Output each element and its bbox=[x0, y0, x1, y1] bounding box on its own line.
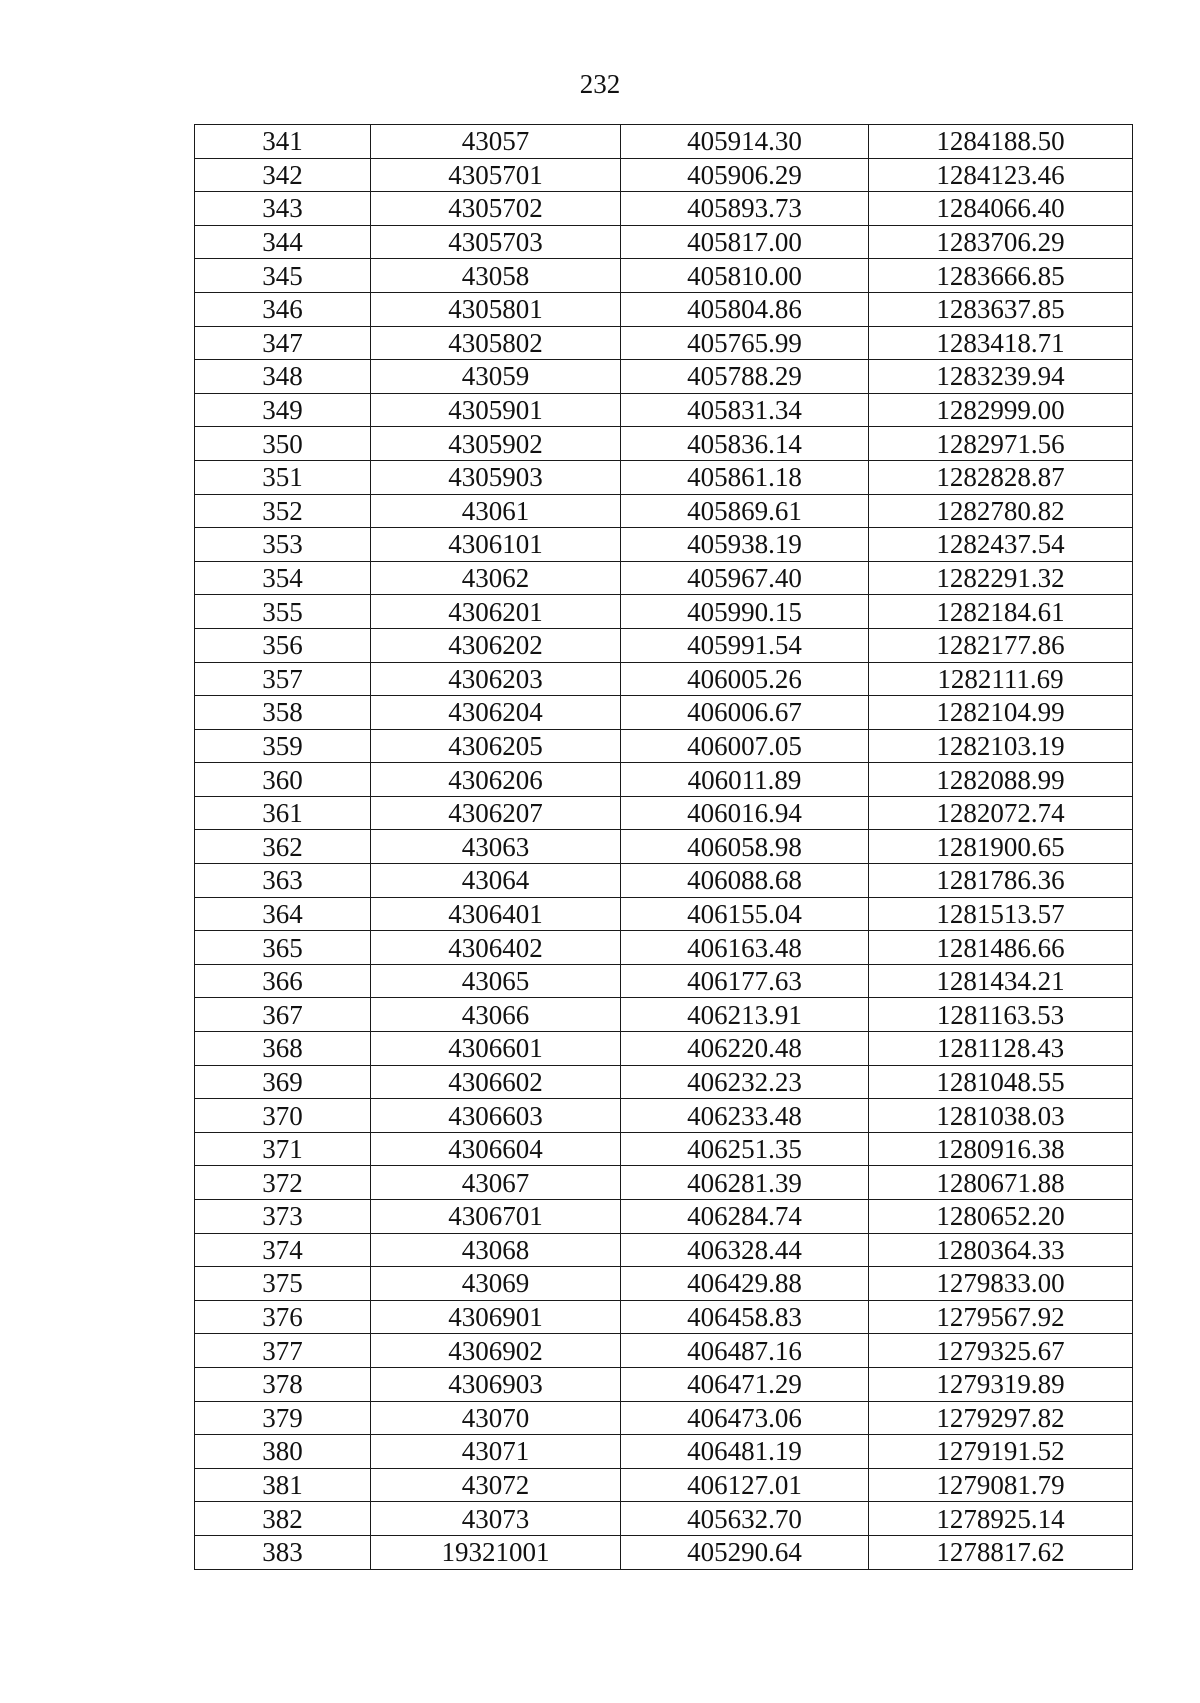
point-id-cell: 43059 bbox=[371, 360, 621, 394]
y-coordinate-cell: 1284066.40 bbox=[869, 192, 1133, 226]
point-number-cell: 346 bbox=[195, 292, 371, 326]
point-id-cell: 4306401 bbox=[371, 897, 621, 931]
y-coordinate-cell: 1279325.67 bbox=[869, 1334, 1133, 1368]
table-row bbox=[195, 931, 1133, 965]
y-coordinate-cell: 1279833.00 bbox=[869, 1267, 1133, 1301]
x-coordinate-cell: 406177.63 bbox=[621, 964, 869, 998]
point-id-cell: 4306601 bbox=[371, 1032, 621, 1066]
table-row bbox=[195, 1065, 1133, 1099]
y-coordinate-cell: 1283239.94 bbox=[869, 360, 1133, 394]
table-body bbox=[195, 125, 1133, 1570]
point-number-cell: 367 bbox=[195, 998, 371, 1032]
point-id-cell: 43062 bbox=[371, 561, 621, 595]
point-id-cell: 43068 bbox=[371, 1233, 621, 1267]
table-row bbox=[195, 1334, 1133, 1368]
table-row bbox=[195, 326, 1133, 360]
x-coordinate-cell: 405893.73 bbox=[621, 192, 869, 226]
point-number-cell: 375 bbox=[195, 1267, 371, 1301]
point-id-cell: 43071 bbox=[371, 1435, 621, 1469]
point-id-cell: 4306604 bbox=[371, 1132, 621, 1166]
point-id-cell: 4306402 bbox=[371, 931, 621, 965]
y-coordinate-cell: 1280652.20 bbox=[869, 1200, 1133, 1234]
table-row bbox=[195, 1267, 1133, 1301]
point-number-cell: 376 bbox=[195, 1300, 371, 1334]
point-number-cell: 360 bbox=[195, 763, 371, 797]
y-coordinate-cell: 1282103.19 bbox=[869, 729, 1133, 763]
x-coordinate-cell: 406328.44 bbox=[621, 1233, 869, 1267]
point-id-cell: 4305801 bbox=[371, 292, 621, 326]
y-coordinate-cell: 1282828.87 bbox=[869, 460, 1133, 494]
point-id-cell: 4306903 bbox=[371, 1367, 621, 1401]
point-id-cell: 4306207 bbox=[371, 796, 621, 830]
x-coordinate-cell: 406220.48 bbox=[621, 1032, 869, 1066]
point-number-cell: 361 bbox=[195, 796, 371, 830]
table-row bbox=[195, 393, 1133, 427]
x-coordinate-cell: 405906.29 bbox=[621, 158, 869, 192]
x-coordinate-cell: 405869.61 bbox=[621, 494, 869, 528]
x-coordinate-cell: 406155.04 bbox=[621, 897, 869, 931]
table-row bbox=[195, 427, 1133, 461]
y-coordinate-cell: 1282780.82 bbox=[869, 494, 1133, 528]
point-number-cell: 345 bbox=[195, 259, 371, 293]
x-coordinate-cell: 406213.91 bbox=[621, 998, 869, 1032]
x-coordinate-cell: 405991.54 bbox=[621, 628, 869, 662]
point-id-cell: 43057 bbox=[371, 125, 621, 159]
x-coordinate-cell: 405967.40 bbox=[621, 561, 869, 595]
table-row bbox=[195, 628, 1133, 662]
point-id-cell: 4306701 bbox=[371, 1200, 621, 1234]
point-id-cell: 4306205 bbox=[371, 729, 621, 763]
x-coordinate-cell: 406473.06 bbox=[621, 1401, 869, 1435]
point-number-cell: 341 bbox=[195, 125, 371, 159]
point-number-cell: 347 bbox=[195, 326, 371, 360]
table-row bbox=[195, 763, 1133, 797]
table-row bbox=[195, 1535, 1133, 1569]
y-coordinate-cell: 1279081.79 bbox=[869, 1468, 1133, 1502]
x-coordinate-cell: 406011.89 bbox=[621, 763, 869, 797]
point-number-cell: 344 bbox=[195, 225, 371, 259]
point-number-cell: 380 bbox=[195, 1435, 371, 1469]
x-coordinate-cell: 405810.00 bbox=[621, 259, 869, 293]
table-row bbox=[195, 1099, 1133, 1133]
x-coordinate-cell: 406458.83 bbox=[621, 1300, 869, 1334]
x-coordinate-cell: 406251.35 bbox=[621, 1132, 869, 1166]
x-coordinate-cell: 406058.98 bbox=[621, 830, 869, 864]
table-row bbox=[195, 1300, 1133, 1334]
point-id-cell: 43069 bbox=[371, 1267, 621, 1301]
point-id-cell: 4306101 bbox=[371, 528, 621, 562]
y-coordinate-cell: 1281486.66 bbox=[869, 931, 1133, 965]
x-coordinate-cell: 406127.01 bbox=[621, 1468, 869, 1502]
point-id-cell: 4306202 bbox=[371, 628, 621, 662]
point-id-cell: 43073 bbox=[371, 1502, 621, 1536]
x-coordinate-cell: 406471.29 bbox=[621, 1367, 869, 1401]
point-id-cell: 43066 bbox=[371, 998, 621, 1032]
x-coordinate-cell: 406088.68 bbox=[621, 864, 869, 898]
y-coordinate-cell: 1281128.43 bbox=[869, 1032, 1133, 1066]
x-coordinate-cell: 406429.88 bbox=[621, 1267, 869, 1301]
x-coordinate-cell: 406016.94 bbox=[621, 796, 869, 830]
table-row bbox=[195, 729, 1133, 763]
y-coordinate-cell: 1280671.88 bbox=[869, 1166, 1133, 1200]
point-number-cell: 364 bbox=[195, 897, 371, 931]
y-coordinate-cell: 1281038.03 bbox=[869, 1099, 1133, 1133]
x-coordinate-cell: 405817.00 bbox=[621, 225, 869, 259]
table-row bbox=[195, 561, 1133, 595]
point-number-cell: 378 bbox=[195, 1367, 371, 1401]
y-coordinate-cell: 1283637.85 bbox=[869, 292, 1133, 326]
x-coordinate-cell: 405861.18 bbox=[621, 460, 869, 494]
x-coordinate-cell: 405765.99 bbox=[621, 326, 869, 360]
point-number-cell: 348 bbox=[195, 360, 371, 394]
point-id-cell: 4306603 bbox=[371, 1099, 621, 1133]
y-coordinate-cell: 1280916.38 bbox=[869, 1132, 1133, 1166]
x-coordinate-cell: 406233.48 bbox=[621, 1099, 869, 1133]
coordinates-table bbox=[194, 124, 1133, 1570]
point-id-cell: 43065 bbox=[371, 964, 621, 998]
table-row bbox=[195, 360, 1133, 394]
x-coordinate-cell: 406487.16 bbox=[621, 1334, 869, 1368]
point-number-cell: 374 bbox=[195, 1233, 371, 1267]
point-id-cell: 4305703 bbox=[371, 225, 621, 259]
y-coordinate-cell: 1281786.36 bbox=[869, 864, 1133, 898]
table-row bbox=[195, 1435, 1133, 1469]
x-coordinate-cell: 406481.19 bbox=[621, 1435, 869, 1469]
point-number-cell: 370 bbox=[195, 1099, 371, 1133]
point-id-cell: 4306902 bbox=[371, 1334, 621, 1368]
point-id-cell: 4305903 bbox=[371, 460, 621, 494]
table-row bbox=[195, 460, 1133, 494]
y-coordinate-cell: 1284188.50 bbox=[869, 125, 1133, 159]
table-row bbox=[195, 292, 1133, 326]
table-row bbox=[195, 1200, 1133, 1234]
x-coordinate-cell: 405788.29 bbox=[621, 360, 869, 394]
x-coordinate-cell: 406163.48 bbox=[621, 931, 869, 965]
y-coordinate-cell: 1279319.89 bbox=[869, 1367, 1133, 1401]
point-id-cell: 4306602 bbox=[371, 1065, 621, 1099]
table-row bbox=[195, 864, 1133, 898]
y-coordinate-cell: 1283418.71 bbox=[869, 326, 1133, 360]
y-coordinate-cell: 1279191.52 bbox=[869, 1435, 1133, 1469]
y-coordinate-cell: 1282104.99 bbox=[869, 696, 1133, 730]
y-coordinate-cell: 1282177.86 bbox=[869, 628, 1133, 662]
table-row bbox=[195, 1401, 1133, 1435]
x-coordinate-cell: 406005.26 bbox=[621, 662, 869, 696]
point-id-cell: 43064 bbox=[371, 864, 621, 898]
table-row bbox=[195, 259, 1133, 293]
point-id-cell: 4306206 bbox=[371, 763, 621, 797]
point-number-cell: 377 bbox=[195, 1334, 371, 1368]
point-number-cell: 362 bbox=[195, 830, 371, 864]
point-number-cell: 352 bbox=[195, 494, 371, 528]
y-coordinate-cell: 1282072.74 bbox=[869, 796, 1133, 830]
y-coordinate-cell: 1282971.56 bbox=[869, 427, 1133, 461]
point-id-cell: 4305902 bbox=[371, 427, 621, 461]
table-row bbox=[195, 1166, 1133, 1200]
point-number-cell: 381 bbox=[195, 1468, 371, 1502]
x-coordinate-cell: 406284.74 bbox=[621, 1200, 869, 1234]
point-id-cell: 4306203 bbox=[371, 662, 621, 696]
y-coordinate-cell: 1283706.29 bbox=[869, 225, 1133, 259]
y-coordinate-cell: 1280364.33 bbox=[869, 1233, 1133, 1267]
y-coordinate-cell: 1278925.14 bbox=[869, 1502, 1133, 1536]
table-row bbox=[195, 225, 1133, 259]
y-coordinate-cell: 1282184.61 bbox=[869, 595, 1133, 629]
point-number-cell: 366 bbox=[195, 964, 371, 998]
table-row bbox=[195, 1468, 1133, 1502]
point-number-cell: 349 bbox=[195, 393, 371, 427]
table-row bbox=[195, 158, 1133, 192]
y-coordinate-cell: 1282291.32 bbox=[869, 561, 1133, 595]
point-number-cell: 371 bbox=[195, 1132, 371, 1166]
point-number-cell: 356 bbox=[195, 628, 371, 662]
x-coordinate-cell: 406232.23 bbox=[621, 1065, 869, 1099]
point-number-cell: 368 bbox=[195, 1032, 371, 1066]
point-number-cell: 365 bbox=[195, 931, 371, 965]
point-number-cell: 355 bbox=[195, 595, 371, 629]
y-coordinate-cell: 1281513.57 bbox=[869, 897, 1133, 931]
point-id-cell: 43063 bbox=[371, 830, 621, 864]
table-row bbox=[195, 696, 1133, 730]
table-row bbox=[195, 125, 1133, 159]
point-number-cell: 372 bbox=[195, 1166, 371, 1200]
point-number-cell: 342 bbox=[195, 158, 371, 192]
point-id-cell: 43072 bbox=[371, 1468, 621, 1502]
y-coordinate-cell: 1282999.00 bbox=[869, 393, 1133, 427]
y-coordinate-cell: 1282437.54 bbox=[869, 528, 1133, 562]
point-id-cell: 43067 bbox=[371, 1166, 621, 1200]
point-id-cell: 4306901 bbox=[371, 1300, 621, 1334]
point-id-cell: 4306204 bbox=[371, 696, 621, 730]
point-id-cell: 4305901 bbox=[371, 393, 621, 427]
y-coordinate-cell: 1282111.69 bbox=[869, 662, 1133, 696]
y-coordinate-cell: 1279567.92 bbox=[869, 1300, 1133, 1334]
y-coordinate-cell: 1281163.53 bbox=[869, 998, 1133, 1032]
y-coordinate-cell: 1281900.65 bbox=[869, 830, 1133, 864]
table-row bbox=[195, 1367, 1133, 1401]
point-number-cell: 379 bbox=[195, 1401, 371, 1435]
x-coordinate-cell: 405990.15 bbox=[621, 595, 869, 629]
point-number-cell: 373 bbox=[195, 1200, 371, 1234]
point-id-cell: 4306201 bbox=[371, 595, 621, 629]
table-row bbox=[195, 998, 1133, 1032]
point-id-cell: 43070 bbox=[371, 1401, 621, 1435]
table-row bbox=[195, 796, 1133, 830]
point-number-cell: 354 bbox=[195, 561, 371, 595]
table-row bbox=[195, 1032, 1133, 1066]
table-row bbox=[195, 964, 1133, 998]
table-row bbox=[195, 192, 1133, 226]
x-coordinate-cell: 405938.19 bbox=[621, 528, 869, 562]
table-row bbox=[195, 1502, 1133, 1536]
point-number-cell: 359 bbox=[195, 729, 371, 763]
x-coordinate-cell: 405804.86 bbox=[621, 292, 869, 326]
x-coordinate-cell: 405836.14 bbox=[621, 427, 869, 461]
point-number-cell: 383 bbox=[195, 1535, 371, 1569]
point-number-cell: 369 bbox=[195, 1065, 371, 1099]
point-number-cell: 363 bbox=[195, 864, 371, 898]
x-coordinate-cell: 406007.05 bbox=[621, 729, 869, 763]
point-id-cell: 19321001 bbox=[371, 1535, 621, 1569]
point-number-cell: 353 bbox=[195, 528, 371, 562]
x-coordinate-cell: 406006.67 bbox=[621, 696, 869, 730]
point-id-cell: 4305702 bbox=[371, 192, 621, 226]
point-number-cell: 351 bbox=[195, 460, 371, 494]
y-coordinate-cell: 1281048.55 bbox=[869, 1065, 1133, 1099]
point-id-cell: 43061 bbox=[371, 494, 621, 528]
table-row bbox=[195, 528, 1133, 562]
point-number-cell: 358 bbox=[195, 696, 371, 730]
x-coordinate-cell: 405831.34 bbox=[621, 393, 869, 427]
y-coordinate-cell: 1281434.21 bbox=[869, 964, 1133, 998]
y-coordinate-cell: 1284123.46 bbox=[869, 158, 1133, 192]
y-coordinate-cell: 1283666.85 bbox=[869, 259, 1133, 293]
x-coordinate-cell: 406281.39 bbox=[621, 1166, 869, 1200]
table-row bbox=[195, 1233, 1133, 1267]
y-coordinate-cell: 1282088.99 bbox=[869, 763, 1133, 797]
point-id-cell: 43058 bbox=[371, 259, 621, 293]
table-row bbox=[195, 494, 1133, 528]
point-id-cell: 4305701 bbox=[371, 158, 621, 192]
point-number-cell: 357 bbox=[195, 662, 371, 696]
table-row bbox=[195, 1132, 1133, 1166]
table-row bbox=[195, 662, 1133, 696]
x-coordinate-cell: 405914.30 bbox=[621, 125, 869, 159]
x-coordinate-cell: 405632.70 bbox=[621, 1502, 869, 1536]
table-row bbox=[195, 897, 1133, 931]
point-id-cell: 4305802 bbox=[371, 326, 621, 360]
table-row bbox=[195, 595, 1133, 629]
y-coordinate-cell: 1279297.82 bbox=[869, 1401, 1133, 1435]
point-number-cell: 350 bbox=[195, 427, 371, 461]
table-row bbox=[195, 830, 1133, 864]
point-number-cell: 382 bbox=[195, 1502, 371, 1536]
x-coordinate-cell: 405290.64 bbox=[621, 1535, 869, 1569]
point-number-cell: 343 bbox=[195, 192, 371, 226]
page-number: 232 bbox=[579, 69, 621, 99]
y-coordinate-cell: 1278817.62 bbox=[869, 1535, 1133, 1569]
